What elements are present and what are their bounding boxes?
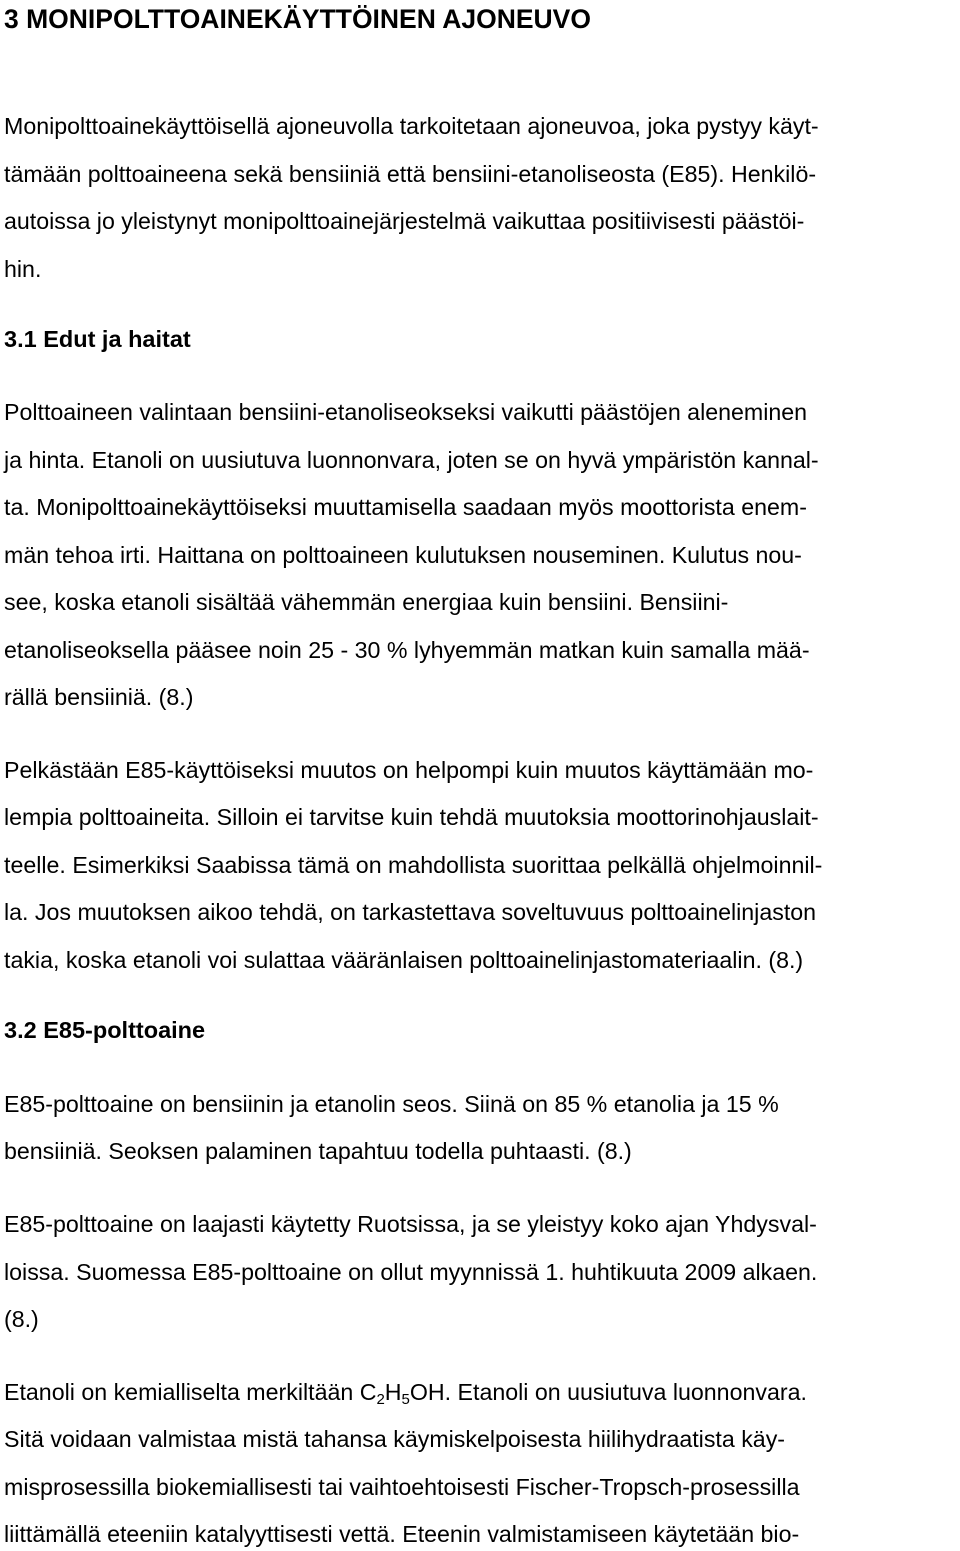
text-line: lempia polttoaineita. Silloin ei tarvitse kuin tehdä muutoksia moottorinohjauslait- [4,804,819,830]
formula-text-h: H [384,1379,402,1405]
text-line: (8.) [4,1306,39,1332]
text-line: män tehoa irti. Haittana on polttoaineen kulutuksen nouseminen. Kulutus nou- [4,542,802,568]
text-line: E85-polttoaine on bensiinin ja etanolin seos. Siinä on 85 % etanolia ja 15 % [4,1091,779,1117]
text-line: etanoliseoksella pääsee noin 25 - 30 % lyhyemmän matkan kuin samalla mää- [4,637,810,663]
text-line: Pelkästään E85-käyttöiseksi muutos on helpompi kuin muutos käyttämään mo- [4,757,814,783]
chapter-heading: 3 MONIPOLTTOAINEKÄYTTÖINEN AJONEUVO [4,4,591,34]
text-line: ta. Monipolttoainekäyttöiseksi muuttamisella saadaan myös moottorista enem- [4,494,807,520]
text-line: liittämällä eteeniin katalyyttisesti vettä. Eteenin valmistamiseen käytetään bio- [4,1521,800,1547]
text-line-formula [4,1378,807,1406]
text-line: see, koska etanoli sisältää vähemmän energiaa kuin bensiini. Bensiini- [4,589,729,615]
formula-text-after: OH. Etanoli on uusiutuva luonnonvara. [409,1379,807,1405]
text-line: teelle. Esimerkiksi Saabissa tämä on mahdollista suorittaa pelkällä ohjelmoinnil- [4,852,823,878]
section-heading-3-1: 3.1 Edut ja haitat [4,326,191,352]
text-line: takia, koska etanoli voi sulattaa vääränlaisen polttoainelinjastomateriaalin. (8.) [4,947,804,973]
text-line: la. Jos muutoksen aikoo tehdä, on tarkastettava soveltuvuus polttoainelinjaston [4,899,817,925]
text-line: E85-polttoaine on laajasti käytetty Ruotsissa, ja se yleistyy koko ajan Yhdysval- [4,1211,817,1237]
text-line: autoissa jo yleistynyt monipolttoainejärjestelmä vaikuttaa positiivisesti päästöi- [4,208,805,234]
text-line: Sitä voidaan valmistaa mistä tahansa käymiskelpoisesta hiilihydraatista käy- [4,1426,786,1452]
text-line: Monipolttoainekäyttöisellä ajoneuvolla tarkoitetaan ajoneuvoa, joka pystyy käyt- [4,113,819,139]
text-line: misprosessilla biokemiallisesti tai vaihtoehtoisesti Fischer-Tropsch-prosessilla [4,1474,800,1500]
text-line: ja hinta. Etanoli on uusiutuva luonnonvara, joten se on hyvä ympäristön kannal- [4,447,819,473]
text-line: tämään polttoaineena sekä bensiiniä että bensiini-etanoliseosta (E85). Henkilö- [4,161,817,187]
formula-subscript-2: 2 [376,1391,385,1408]
section-heading-3-2: 3.2 E85-polttoaine [4,1017,206,1043]
text-line: loissa. Suomessa E85-polttoaine on ollut myynnissä 1. huhtikuuta 2009 alkaen. [4,1259,818,1285]
text-line: Polttoaineen valintaan bensiini-etanoliseokseksi vaikutti päästöjen aleneminen [4,399,808,425]
formula-subscript-5: 5 [401,1391,410,1408]
text-line: rällä bensiiniä. (8.) [4,684,194,710]
formula-text-before: Etanoli on kemialliselta merkiltään C [4,1379,377,1405]
text-line: bensiiniä. Seoksen palaminen tapahtuu todella puhtaasti. (8.) [4,1138,632,1164]
text-line: hin. [4,256,42,282]
